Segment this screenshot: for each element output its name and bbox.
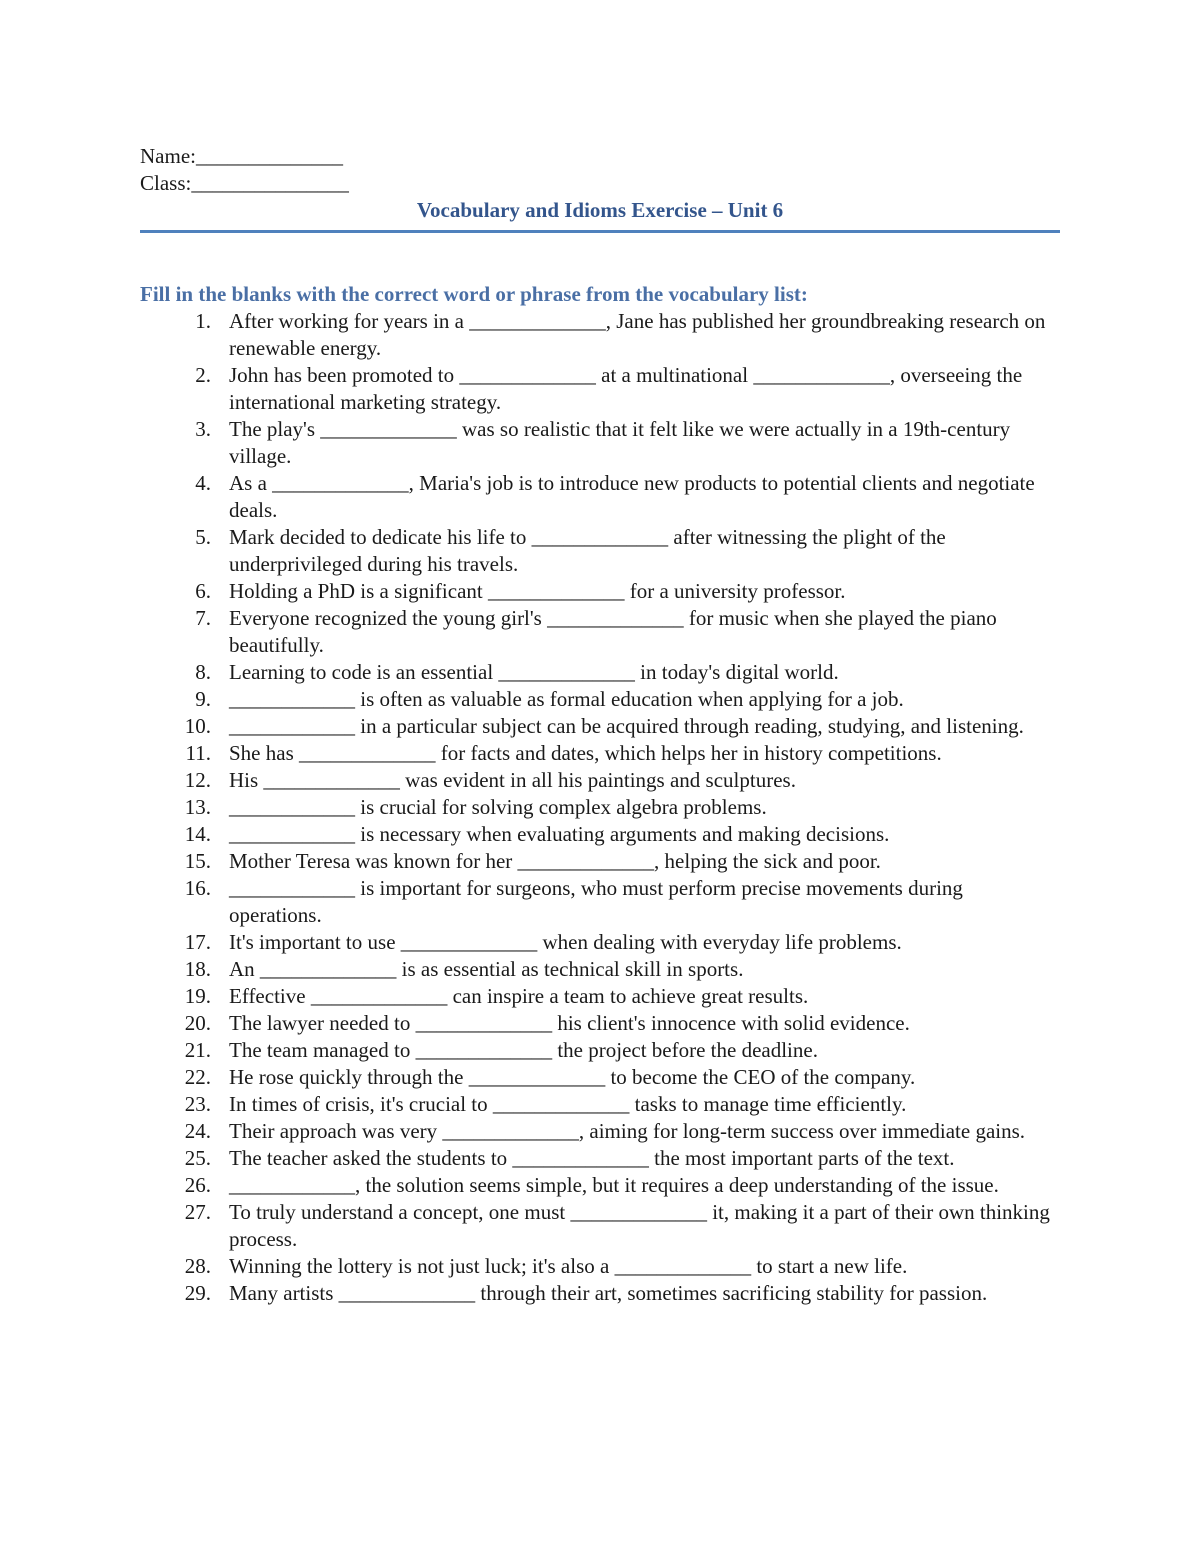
exercise-number: 23. bbox=[184, 1092, 211, 1116]
exercise-text: ____________, the solution seems simple, but it requires a deep understanding of the issue. bbox=[229, 1173, 999, 1197]
exercise-number: 12. bbox=[184, 768, 211, 792]
exercise-number: 26. bbox=[184, 1173, 211, 1197]
exercise-text: In times of crisis, it's crucial to _____________ tasks to manage time efficiently. bbox=[229, 1092, 907, 1116]
exercise-number: 16. bbox=[184, 876, 211, 900]
exercise-text: ____________ is often as valuable as formal education when applying for a job. bbox=[229, 687, 904, 711]
exercise-item bbox=[140, 416, 1055, 470]
exercise-item bbox=[140, 1091, 1055, 1118]
exercise-number: 11. bbox=[185, 741, 211, 765]
exercise-number: 28. bbox=[184, 1254, 211, 1278]
exercise-text: Winning the lottery is not just luck; it's also a _____________ to start a new life. bbox=[229, 1254, 908, 1278]
exercise-text: Mother Teresa was known for her _____________, helping the sick and poor. bbox=[229, 849, 881, 873]
exercise-item bbox=[140, 848, 1055, 875]
exercise-item bbox=[140, 794, 1055, 821]
exercise-item bbox=[140, 1118, 1055, 1145]
exercise-number: 13. bbox=[184, 795, 211, 819]
exercise-item bbox=[140, 1253, 1055, 1280]
exercise-text: John has been promoted to _____________ at a multinational _____________, overseeing the international marketing strategy. bbox=[229, 363, 1023, 414]
exercise-list bbox=[140, 308, 1055, 1307]
exercise-item bbox=[140, 1064, 1055, 1091]
exercise-number: 3. bbox=[195, 417, 211, 441]
exercise-number: 7. bbox=[195, 606, 211, 630]
exercise-item bbox=[140, 875, 1055, 929]
exercise-text: It's important to use _____________ when dealing with everyday life problems. bbox=[229, 930, 902, 954]
exercise-text: His _____________ was evident in all his paintings and sculptures. bbox=[229, 768, 796, 792]
exercise-number: 2. bbox=[195, 363, 211, 387]
exercise-text: ____________ is important for surgeons, who must perform precise movements during operations. bbox=[229, 876, 963, 927]
exercise-number: 17. bbox=[184, 930, 211, 954]
exercise-text: Holding a PhD is a significant _____________ for a university professor. bbox=[229, 579, 846, 603]
instructions-heading: Fill in the blanks with the correct word or phrase from the vocabulary list: bbox=[140, 282, 808, 306]
exercise-number: 4. bbox=[195, 471, 211, 495]
exercise-text: He rose quickly through the _____________ to become the CEO of the company. bbox=[229, 1065, 916, 1089]
exercise-text: An _____________ is as essential as technical skill in sports. bbox=[229, 957, 744, 981]
exercise-number: 20. bbox=[184, 1011, 211, 1035]
title-divider bbox=[140, 230, 1060, 233]
class-field: Class:_______________ bbox=[140, 171, 349, 195]
exercise-text: Learning to code is an essential _____________ in today's digital world. bbox=[229, 660, 839, 684]
exercise-item bbox=[140, 524, 1055, 578]
exercise-text: ____________ is crucial for solving complex algebra problems. bbox=[229, 795, 767, 819]
exercise-number: 29. bbox=[184, 1281, 211, 1305]
exercise-text: Many artists _____________ through their art, sometimes sacrificing stability for passion. bbox=[229, 1281, 988, 1305]
exercise-item bbox=[140, 686, 1055, 713]
exercise-item bbox=[140, 1172, 1055, 1199]
exercise-number: 6. bbox=[195, 579, 211, 603]
exercise-item bbox=[140, 929, 1055, 956]
exercise-item bbox=[140, 821, 1055, 848]
exercise-number: 25. bbox=[184, 1146, 211, 1170]
exercise-number: 19. bbox=[184, 984, 211, 1008]
exercise-item bbox=[140, 659, 1055, 686]
exercise-item bbox=[140, 1145, 1055, 1172]
exercise-text: The teacher asked the students to _____________ the most important parts of the text. bbox=[229, 1146, 955, 1170]
exercise-text: The play's _____________ was so realistic that it felt like we were actually in a 19th-century village. bbox=[229, 417, 1011, 468]
exercise-number: 14. bbox=[184, 822, 211, 846]
exercise-item bbox=[140, 470, 1055, 524]
exercise-text: Their approach was very _____________, aiming for long-term success over immediate gains. bbox=[229, 1119, 1026, 1143]
exercise-text: ____________ in a particular subject can be acquired through reading, studying, and listening. bbox=[229, 714, 1024, 738]
exercise-item bbox=[140, 956, 1055, 983]
page-title: Vocabulary and Idioms Exercise – Unit 6 bbox=[416, 198, 784, 222]
exercise-number: 8. bbox=[195, 660, 211, 684]
exercise-text: Effective _____________ can inspire a team to achieve great results. bbox=[229, 984, 809, 1008]
exercise-item bbox=[140, 1280, 1055, 1307]
exercise-text: To truly understand a concept, one must _____________ it, making it a part of their own thinking process. bbox=[229, 1200, 1050, 1251]
exercise-number: 21. bbox=[184, 1038, 211, 1062]
exercise-number: 9. bbox=[195, 687, 211, 711]
exercise-item bbox=[140, 767, 1055, 794]
exercise-item bbox=[140, 605, 1055, 659]
exercise-number: 24. bbox=[184, 1119, 211, 1143]
exercise-item bbox=[140, 308, 1055, 362]
exercise-item bbox=[140, 1037, 1055, 1064]
name-field: Name:______________ bbox=[140, 144, 343, 168]
exercise-number: 15. bbox=[184, 849, 211, 873]
exercise-item bbox=[140, 578, 1055, 605]
exercise-text: Mark decided to dedicate his life to _____________ after witnessing the plight of the underprivileged during his travels. bbox=[229, 525, 946, 576]
exercise-text: ____________ is necessary when evaluating arguments and making decisions. bbox=[229, 822, 890, 846]
exercise-number: 22. bbox=[184, 1065, 211, 1089]
exercise-number: 5. bbox=[195, 525, 211, 549]
exercise-number: 10. bbox=[184, 714, 211, 738]
exercise-text: The lawyer needed to _____________ his client's innocence with solid evidence. bbox=[229, 1011, 910, 1035]
exercise-item bbox=[140, 740, 1055, 767]
exercise-text: Everyone recognized the young girl's _____________ for music when she played the piano beautifully. bbox=[229, 606, 997, 657]
exercise-item bbox=[140, 983, 1055, 1010]
exercise-number: 27. bbox=[184, 1200, 211, 1224]
exercise-item bbox=[140, 1010, 1055, 1037]
exercise-text: After working for years in a _____________, Jane has published her groundbreaking research on renewable energy. bbox=[229, 309, 1046, 360]
exercise-number: 18. bbox=[184, 957, 211, 981]
exercise-text: She has _____________ for facts and dates, which helps her in history competitions. bbox=[229, 741, 942, 765]
exercise-item bbox=[140, 713, 1055, 740]
exercise-item bbox=[140, 362, 1055, 416]
exercise-text: The team managed to _____________ the project before the deadline. bbox=[229, 1038, 818, 1062]
exercise-item bbox=[140, 1199, 1055, 1253]
exercise-number: 1. bbox=[195, 309, 211, 333]
exercise-text: As a _____________, Maria's job is to introduce new products to potential clients and negotiate deals. bbox=[229, 471, 1035, 522]
